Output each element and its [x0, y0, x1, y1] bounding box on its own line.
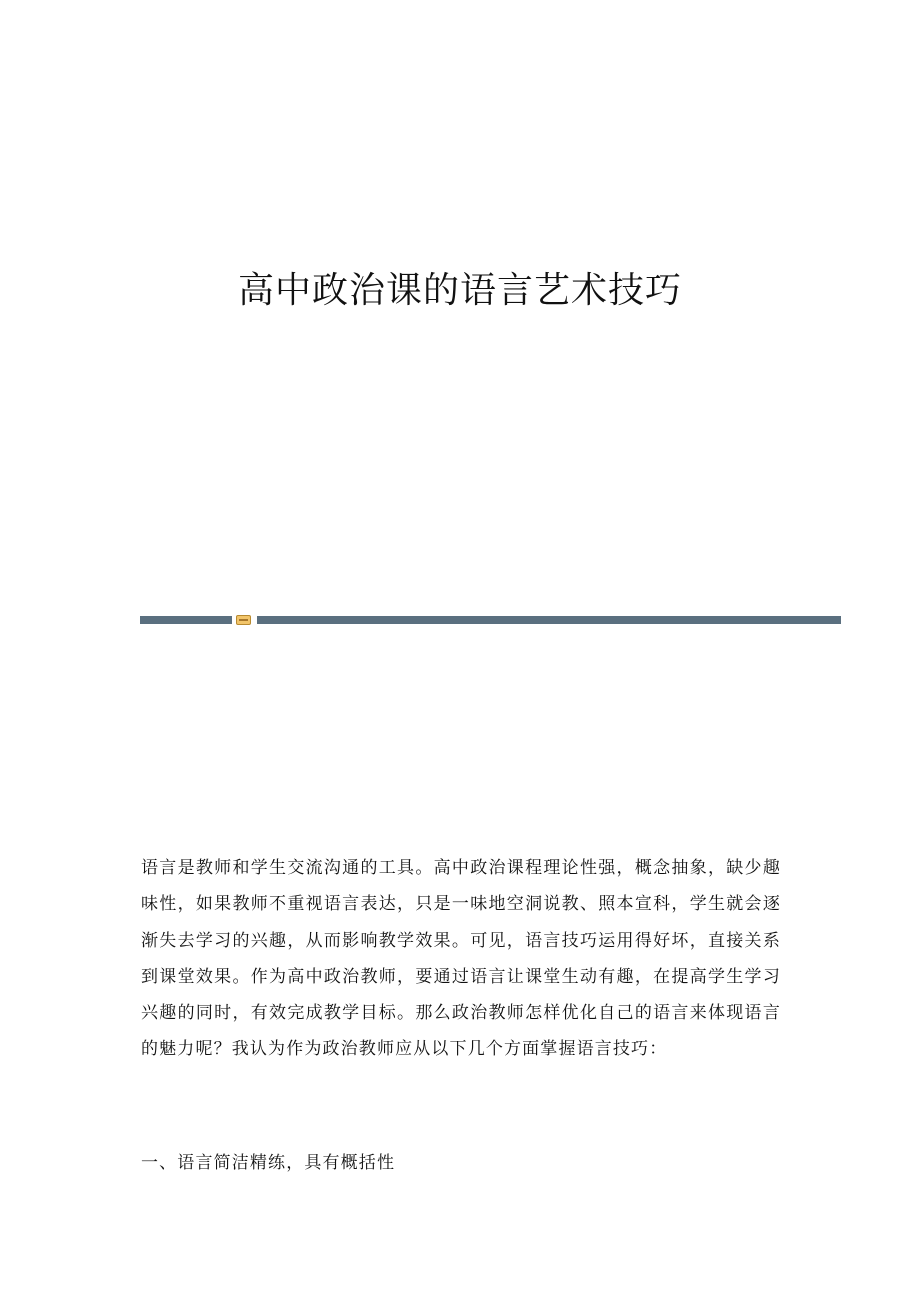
intro-paragraph: 语言是教师和学生交流沟通的工具。高中政治课程理论性强，概念抽象，缺少趣味性，如果教师不重视语言表达，只是一味地空洞说教、照本宣科，学生就会逐渐失去学习的兴趣，从而影响教学效果。可见，语言技巧运用得好坏，直接关系到课堂效果。作为高中政治教师，要通过语言让课堂生动有趣，在提高学生学习兴趣的同时，有效完成教学目标。那么政治教师怎样优化自己的语言来体现语言的魅力呢？我认为作为政治教师应从以下几个方面掌握语言技巧： [141, 858, 781, 1060]
title-divider [140, 615, 841, 625]
section-heading-1: 一、语言简洁精练，具有概括性 [141, 1153, 396, 1173]
document-title: 高中政治课的语言艺术技巧 [237, 270, 682, 311]
divider-emblem-icon [236, 615, 251, 625]
divider-bar-right [257, 616, 841, 624]
divider-bar-left [140, 616, 232, 624]
